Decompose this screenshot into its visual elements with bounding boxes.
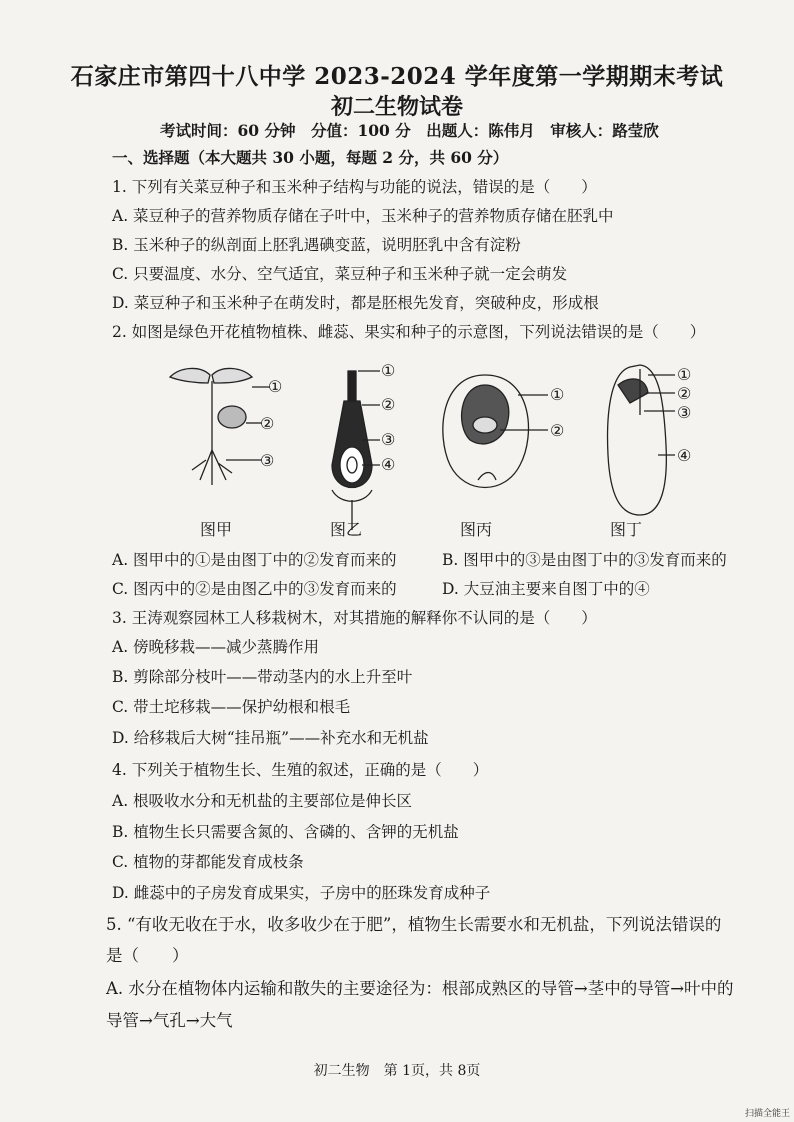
embryo-shape [473, 417, 497, 433]
q3-option-b: B. 剪除部分枝叶——带动茎内的水上升至叶 [112, 668, 413, 686]
q2-option-b: B. 图甲中的③是由图丁中的③发育而来的 [442, 551, 727, 569]
q3-option-a: A. 傍晚移栽——减少蒸腾作用 [112, 638, 320, 656]
stigma-shape [348, 371, 356, 401]
jia-marker-2: ② [260, 414, 275, 433]
fig-caption-bing: 图丙 [460, 520, 493, 539]
q4-option-b: B. 植物生长只需要含氮的、含磷的、含钾的无机盐 [112, 823, 459, 841]
cotyledon-shape [218, 406, 246, 428]
q1-option-d: D. 菜豆种子和玉米种子在萌发时，都是胚根先发育，突破种皮，形成根 [112, 294, 599, 312]
figure-jia [170, 368, 270, 485]
exam-meta: 考试时间：60 分钟 分值：100 分 出题人：陈伟月 审核人：路莹欣 [160, 121, 659, 140]
ding-marker-2: ② [677, 384, 692, 403]
seed-shape [462, 385, 509, 444]
q5-stem-line1: 5. “有收无收在于水，收多收少在于肥”，植物生长需要水和无机盐，下列说法错误的 [106, 915, 722, 934]
q3-stem: 3. 王涛观察园林工人移栽树木，对其措施的解释你不认同的是（ ） [112, 609, 597, 627]
q3-option-d: D. 给移栽后大树“挂吊瓶”——补充水和无机盐 [112, 729, 429, 747]
q2-option-a: A. 图甲中的①是由图丁中的②发育而来的 [112, 551, 397, 569]
ding-marker-3: ③ [677, 403, 692, 422]
page-footer: 初二生物 第 1页，共 8页 [313, 1063, 481, 1079]
root-lines [192, 450, 232, 485]
q2-option-c: C. 图丙中的②是由图乙中的③发育而来的 [112, 580, 397, 598]
yi-marker-2: ② [381, 395, 396, 414]
q4-option-d: D. 雌蕊中的子房发育成果实，子房中的胚珠发育成种子 [112, 884, 491, 902]
stalk-line [478, 473, 496, 481]
figure-bing [443, 375, 548, 488]
q5-option-a-line2: 导管→气孔→大气 [106, 1011, 233, 1030]
yi-marker-1: ① [381, 361, 396, 380]
exam-title: 石家庄市第四十八中学 2023-2024 学年度第一学期期末考试 [70, 63, 724, 90]
q4-stem: 4. 下列关于植物生长、生殖的叙述，正确的是（ ） [112, 761, 489, 779]
jia-marker-3: ③ [260, 451, 275, 470]
jia-marker-1: ① [268, 377, 283, 396]
q4-option-a: A. 根吸收水分和无机盐的主要部位是伸长区 [112, 792, 413, 810]
bing-marker-2: ② [550, 421, 565, 440]
bing-marker-1: ① [550, 385, 565, 404]
q1-option-a: A. 菜豆种子的营养物质存储在子叶中，玉米种子的营养物质存储在胚乳中 [112, 207, 614, 225]
fig-caption-yi: 图乙 [330, 520, 363, 539]
exam-subtitle: 初二生物试卷 [330, 94, 463, 120]
q5-option-a-line1: A. 水分在植物体内运输和散失的主要途径为：根部成熟区的导管→茎中的导管→叶中的 [106, 979, 734, 998]
receptacle-line [332, 490, 372, 501]
q2-stem: 2. 如图是绿色开花植物植株、雌蕊、果实和种子的示意图，下列说法错误的是（ ） [112, 323, 706, 341]
q4-option-c: C. 植物的芽都能发育成枝条 [112, 853, 304, 871]
yi-marker-4: ④ [381, 455, 396, 474]
ding-marker-1: ① [677, 365, 692, 384]
yi-marker-3: ③ [381, 430, 396, 449]
q2-figure [140, 355, 740, 545]
fig-caption-jia: 图甲 [200, 520, 233, 539]
figure-ding [608, 365, 675, 515]
section-heading: 一、选择题（本大题共 30 小题，每题 2 分，共 60 分） [112, 148, 509, 167]
q1-option-c: C. 只要温度、水分、空气适宜，菜豆种子和玉米种子就一定会萌发 [112, 265, 568, 283]
q1-stem: 1. 下列有关菜豆种子和玉米种子结构与功能的说法，错误的是（ ） [112, 178, 597, 196]
leaf-shape [212, 368, 252, 383]
q3-option-c: C. 带土坨移栽——保护幼根和根毛 [112, 698, 351, 716]
ding-marker-4: ④ [677, 446, 692, 465]
plumule-shape [618, 379, 648, 403]
q1-option-b: B. 玉米种子的纵剖面上胚乳遇碘变蓝，说明胚乳中含有淀粉 [112, 236, 521, 254]
figure-yi [332, 371, 380, 530]
leaf-shape [170, 368, 210, 383]
q2-option-d: D. 大豆油主要来自图丁中的④ [442, 580, 650, 598]
q5-stem-line2: 是（ ） [106, 946, 189, 965]
scanner-watermark: 扫描全能王 [744, 1109, 790, 1119]
fig-caption-ding: 图丁 [610, 520, 643, 539]
ovule-shape [340, 447, 364, 483]
